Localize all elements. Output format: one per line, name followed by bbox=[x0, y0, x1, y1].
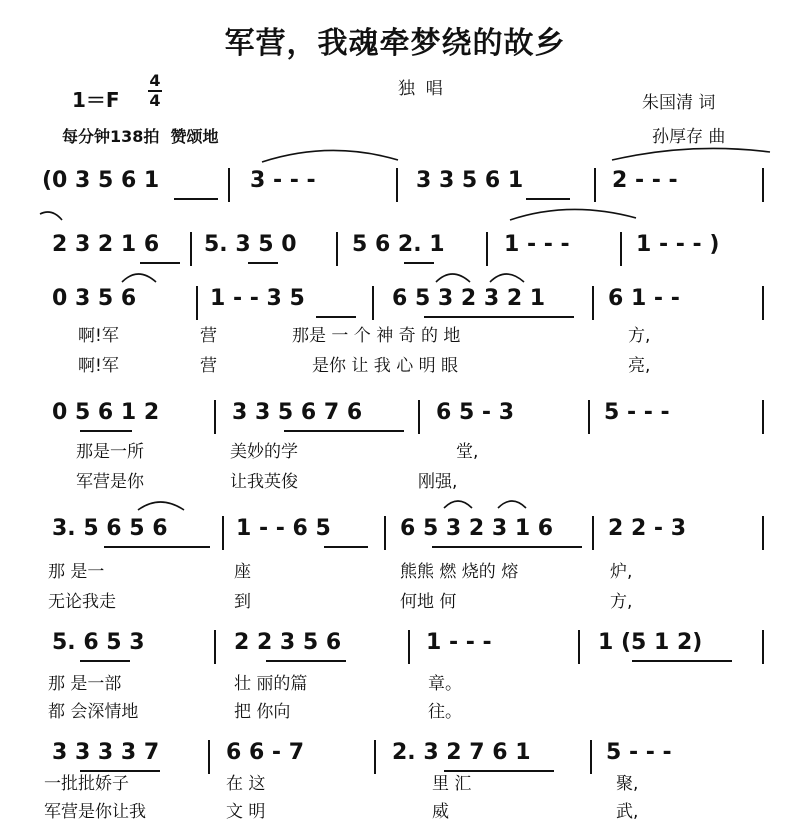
measure-4-4: 5 - - - bbox=[604, 400, 670, 425]
measure-6-3: 1 - - - bbox=[426, 630, 492, 655]
time-signature-top: 4 bbox=[149, 71, 161, 90]
lyric-6-2b: 把 你向 bbox=[234, 702, 291, 722]
lyric-6-3a: 章。 bbox=[428, 674, 462, 694]
measure-5-3: 6 5 3 2 3 1 6 bbox=[400, 516, 554, 541]
lyric-3-1a: 啊!军 bbox=[78, 326, 119, 346]
lyric-4-1a: 那是一所 bbox=[76, 442, 144, 462]
slur bbox=[612, 148, 770, 160]
tempo-marking: 每分钟138拍 赞颂地 bbox=[62, 127, 219, 146]
key-signature: 1＝F bbox=[72, 88, 120, 112]
slur bbox=[436, 274, 470, 282]
measure-5-4: 2 2 - 3 bbox=[608, 516, 687, 541]
lyric-3-4b: 亮, bbox=[628, 356, 651, 376]
measure-4-2: 3 3 5 6 7 6 bbox=[232, 400, 363, 425]
lyric-4-2a: 美妙的学 bbox=[230, 442, 298, 462]
lyric-4-3a: 堂, bbox=[456, 442, 479, 462]
lyric-7-2b: 文 明 bbox=[226, 802, 266, 822]
song-title: 军营，我魂牵梦绕的故乡 bbox=[224, 26, 566, 61]
measure-6-1: 5. 6 5 3 bbox=[52, 630, 145, 655]
measure-4-1: 0 5 6 1 2 bbox=[52, 400, 160, 425]
measure-5-1: 3. 5 6 5 6 bbox=[52, 516, 168, 541]
lyric-7-4a: 聚, bbox=[616, 774, 639, 794]
slur bbox=[138, 502, 184, 510]
composer-credit: 孙厚存 曲 bbox=[652, 127, 726, 147]
measure-2-5: 1 - - - ) bbox=[636, 232, 720, 257]
measure-1-3: 3 3 5 6 1 bbox=[416, 168, 524, 193]
measure-7-1: 3 3 3 3 7 bbox=[52, 740, 160, 765]
measure-4-3: 6 5 - 3 bbox=[436, 400, 515, 425]
lyric-3-2a: 营 bbox=[200, 326, 217, 346]
slur bbox=[262, 150, 398, 162]
slur bbox=[490, 274, 524, 282]
slur bbox=[444, 501, 472, 508]
measure-1-4: 2 - - - bbox=[612, 168, 678, 193]
slur bbox=[510, 209, 636, 220]
lyric-5-2b: 到 bbox=[234, 592, 251, 612]
lyric-7-1b: 军营是你让我 bbox=[44, 802, 146, 822]
measure-3-3: 6 5 3 2 3 2 1 bbox=[392, 286, 546, 311]
lyric-4-1b: 军营是你 bbox=[76, 472, 144, 492]
lyric-5-2a: 座 bbox=[234, 562, 251, 582]
lyric-6-1b: 都 会深情地 bbox=[48, 702, 139, 722]
measure-2-2: 5. 3 5 0 bbox=[204, 232, 297, 257]
measure-7-4: 5 - - - bbox=[606, 740, 672, 765]
lyric-7-1a: 一批批娇子 bbox=[44, 774, 129, 794]
measure-7-2: 6 6 - 7 bbox=[226, 740, 305, 765]
lyric-5-3b: 何地 何 bbox=[400, 592, 457, 612]
measure-1-2: 3 - - - bbox=[250, 168, 316, 193]
lyric-5-1b: 无论我走 bbox=[48, 592, 116, 612]
slur bbox=[498, 501, 526, 508]
lyric-3-3a: 那是 一 个 神 奇 的 地 bbox=[292, 326, 461, 346]
lyric-6-1a: 那 是一部 bbox=[48, 674, 122, 694]
lyric-7-2a: 在 这 bbox=[226, 774, 266, 794]
measure-5-2: 1 - - 6 5 bbox=[236, 516, 331, 541]
measure-2-1: 2 3 2 1 6 bbox=[52, 232, 160, 257]
lyric-4-3b: 刚强, bbox=[418, 472, 458, 492]
lyric-3-1b: 啊!军 bbox=[78, 356, 119, 376]
measure-2-4: 1 - - - bbox=[504, 232, 570, 257]
lyric-6-2a: 壮 丽的篇 bbox=[234, 674, 308, 694]
slur bbox=[40, 212, 62, 220]
measure-6-2: 2 2 3 5 6 bbox=[234, 630, 342, 655]
lyric-7-3b: 威 bbox=[432, 802, 449, 822]
performance-type: 独 唱 bbox=[398, 79, 443, 99]
measure-1-1: (0 3 5 6 1 bbox=[42, 168, 160, 193]
lyric-3-2b: 营 bbox=[200, 356, 217, 376]
lyric-6-3b: 往。 bbox=[428, 702, 462, 722]
lyricist-credit: 朱国清 词 bbox=[642, 93, 716, 113]
lyric-5-4b: 方, bbox=[610, 592, 633, 612]
time-signature-bottom: 4 bbox=[149, 91, 161, 110]
lyric-5-3a: 熊熊 燃 烧的 熔 bbox=[400, 562, 519, 582]
lyric-5-1a: 那 是一 bbox=[48, 562, 105, 582]
measure-3-2: 1 - - 3 5 bbox=[210, 286, 305, 311]
lyric-3-3b: 是你 让 我 心 明 眼 bbox=[312, 356, 459, 376]
lyric-3-4a: 方, bbox=[628, 326, 651, 346]
measure-2-3: 5 6 2. 1 bbox=[352, 232, 445, 257]
lyric-7-3a: 里 汇 bbox=[432, 774, 472, 794]
measure-6-4: 1 (5 1 2) bbox=[598, 630, 703, 655]
measure-7-3: 2. 3 2 7 6 1 bbox=[392, 740, 531, 765]
slur bbox=[122, 274, 156, 282]
lyric-5-4a: 炉, bbox=[610, 562, 633, 582]
lyric-7-4b: 武, bbox=[616, 802, 639, 822]
measure-3-1: 0 3 5 6 bbox=[52, 286, 137, 311]
measure-3-4: 6 1 - - bbox=[608, 286, 680, 311]
lyric-4-2b: 让我英俊 bbox=[230, 472, 298, 492]
